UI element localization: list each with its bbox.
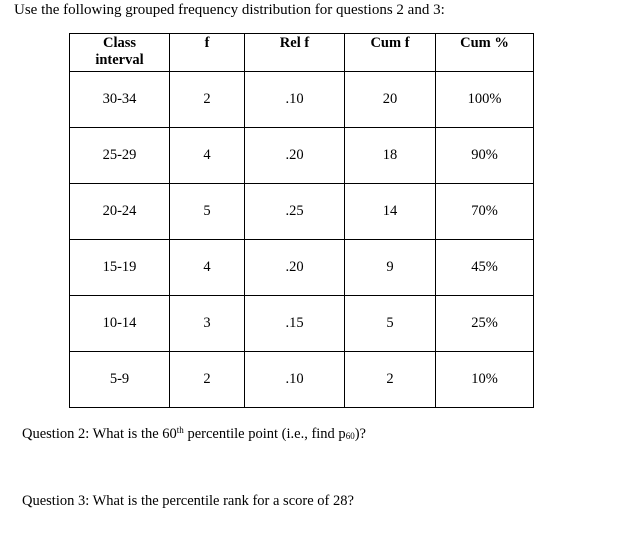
table-row — [70, 128, 534, 184]
cell-rel-f: .15 — [245, 296, 345, 352]
cell-cum-percent: 25% — [436, 296, 534, 352]
cell-cum-f: 2 — [345, 352, 436, 408]
header-f: f — [170, 34, 245, 72]
cell-f: 5 — [170, 184, 245, 240]
cell-interval: 5-9 — [70, 352, 170, 408]
cell-cum-percent: 45% — [436, 240, 534, 296]
cell-cum-f: 9 — [345, 240, 436, 296]
table-row — [70, 240, 534, 296]
table-row — [70, 296, 534, 352]
cell-f: 3 — [170, 296, 245, 352]
header-class-interval-line2: interval — [95, 52, 144, 68]
header-class-interval-line1: Class — [102, 35, 137, 51]
question-2 — [22, 425, 366, 443]
cell-rel-f: .10 — [245, 352, 345, 408]
question-2-subscript: 60 — [345, 431, 355, 441]
cell-interval: 15-19 — [70, 240, 170, 296]
cell-rel-f: .25 — [245, 184, 345, 240]
table-row — [70, 72, 534, 128]
question-2-middle: percentile point (i.e., find p — [183, 426, 346, 442]
cell-interval: 30-34 — [70, 72, 170, 128]
header-rel-f: Rel f — [245, 34, 345, 72]
cell-cum-f: 5 — [345, 296, 436, 352]
cell-cum-f: 14 — [345, 184, 436, 240]
table-header-row — [70, 34, 534, 72]
cell-cum-percent: 90% — [436, 128, 534, 184]
cell-interval: 20-24 — [70, 184, 170, 240]
header-cum-f: Cum f — [345, 34, 436, 72]
cell-interval: 25-29 — [70, 128, 170, 184]
cell-cum-percent: 70% — [436, 184, 534, 240]
instructions-text: Use the following grouped frequency distribution for questions 2 and 3: — [14, 2, 445, 18]
cell-f: 2 — [170, 352, 245, 408]
cell-rel-f: .20 — [245, 128, 345, 184]
table-row — [70, 184, 534, 240]
cell-cum-percent: 100% — [436, 72, 534, 128]
header-cum-percent: Cum % — [436, 34, 534, 72]
cell-interval: 10-14 — [70, 296, 170, 352]
table-row — [70, 352, 534, 408]
cell-f: 4 — [170, 240, 245, 296]
cell-rel-f: .20 — [245, 240, 345, 296]
cell-rel-f: .10 — [245, 72, 345, 128]
cell-cum-percent: 10% — [436, 352, 534, 408]
question-2-ordinal-suffix: th — [176, 425, 184, 435]
frequency-distribution-table — [69, 33, 534, 408]
cell-cum-f: 18 — [345, 128, 436, 184]
question-3: Question 3: What is the percentile rank for a score of 28? — [22, 493, 354, 509]
header-class-interval — [70, 34, 170, 72]
cell-f: 4 — [170, 128, 245, 184]
question-2-suffix: )? — [354, 426, 366, 442]
cell-cum-f: 20 — [345, 72, 436, 128]
cell-f: 2 — [170, 72, 245, 128]
question-2-prefix: Question 2: What is the 60 — [22, 426, 177, 442]
